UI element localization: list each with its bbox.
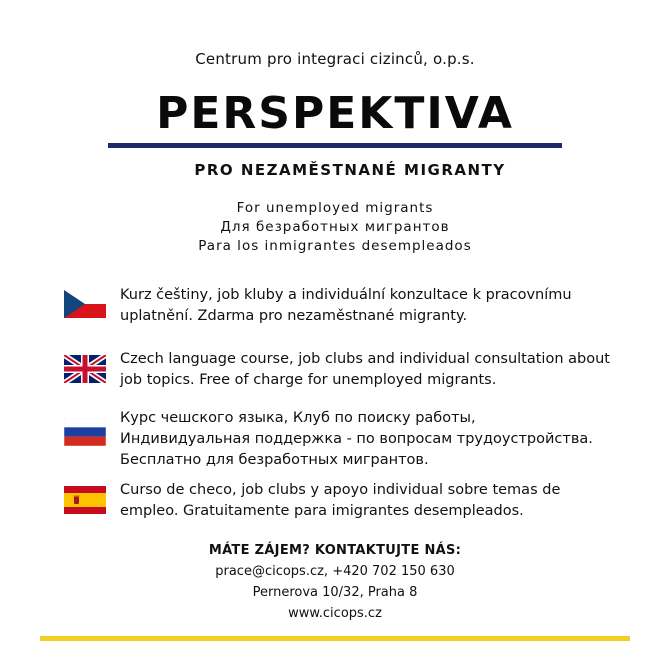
contact-address: Pernerova 10/32, Praha 8: [252, 585, 418, 600]
organization-name: Centrum pro integraci cizinců, o.p.s.: [195, 50, 475, 68]
contact-website: www.cicops.cz: [288, 606, 382, 621]
language-description-spanish: Curso de checo, job clubs y apoyo individual sobre temas de empleo. Gratuitamente para imigrantes desempleados.: [120, 482, 561, 519]
tagline-english: For unemployed migrants: [236, 200, 434, 216]
language-description-czech: Kurz češtiny, job kluby a individuální konzultace k pracovnímu uplatnění. Zdarma pro nezaměstnané migranty.: [120, 287, 572, 324]
czech-flag-icon: [64, 290, 106, 318]
language-description-russian: Курс чешского языка, Клуб по поиску работы, Индивидуальная поддержка - по вопросам трудоустройства. Бесплатно для безработных мигрантов.: [120, 410, 593, 468]
contact-email-phone: prace@cicops.cz, +420 702 150 630: [215, 564, 455, 579]
contact-heading: MÁTE ZÁJEM? KONTAKTUJTE NÁS:: [208, 543, 462, 558]
page-title: PERSPEKTIVA: [156, 88, 514, 139]
tagline-russian: Для безработных мигрантов: [220, 219, 450, 235]
spain-flag-icon: [64, 486, 106, 514]
footer-divider: [40, 636, 630, 641]
tagline-spanish: Para los inmigrantes desempleados: [198, 238, 472, 254]
page-subtitle: PRO NEZAMĚSTNANÉ MIGRANTY: [194, 161, 506, 179]
uk-flag-icon: [64, 355, 106, 383]
language-description-english: Czech language course, job clubs and individual consultation about job topics. Free of charge for unemployed migrants.: [120, 351, 610, 388]
title-divider: [108, 143, 562, 148]
russia-flag-icon: [64, 418, 106, 446]
